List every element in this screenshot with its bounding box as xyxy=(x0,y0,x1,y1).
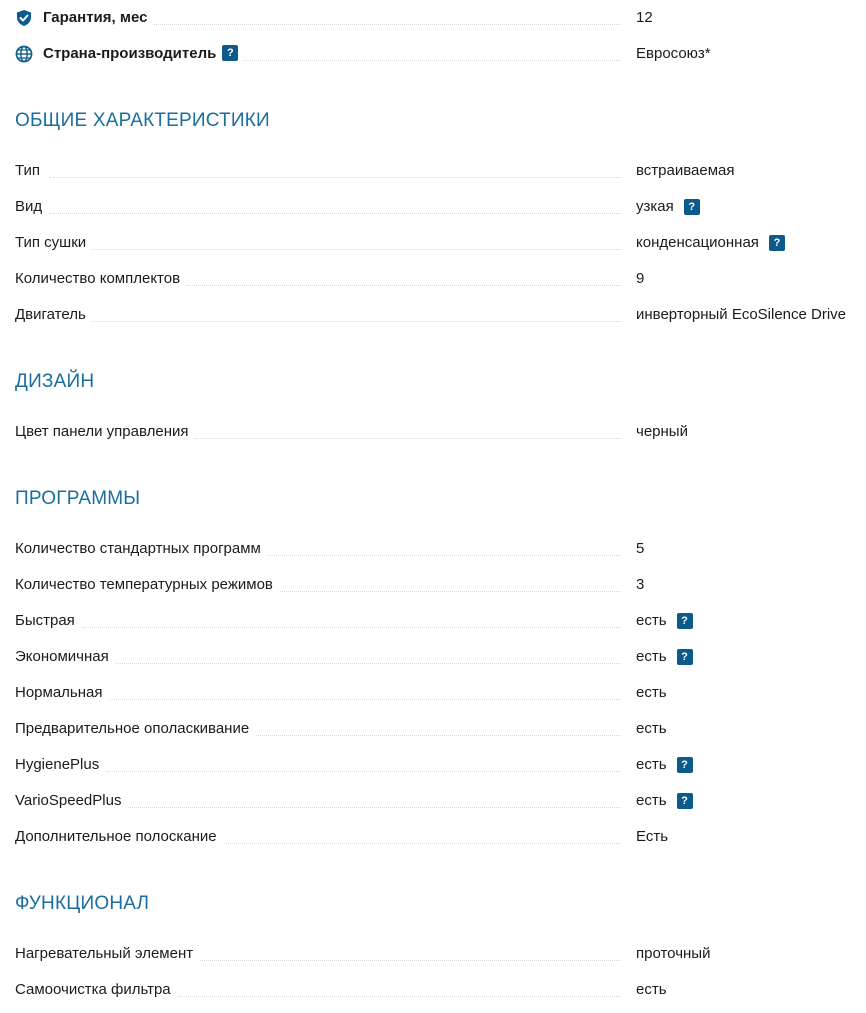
spec-value: 12 xyxy=(636,9,653,26)
spec-label: Цвет панели управления xyxy=(15,420,194,444)
spec-row xyxy=(15,231,866,255)
help-icon[interactable]: ? xyxy=(684,199,700,215)
spec-value: конденсационная ? xyxy=(636,231,785,255)
dotted-leader xyxy=(49,321,621,322)
spec-label: Страна-производитель ? xyxy=(15,42,244,66)
spec-label: Самоочистка фильтра xyxy=(15,978,177,1002)
spec-value: 9 xyxy=(636,270,645,287)
dotted-leader xyxy=(49,213,621,214)
spec-value: Есть xyxy=(636,828,669,845)
spec-row xyxy=(15,573,866,597)
spec-value: есть xyxy=(636,720,667,737)
spec-row xyxy=(15,609,866,633)
spec-value: есть xyxy=(636,981,667,998)
spec-value: Евросоюз* xyxy=(636,45,711,62)
spec-label: Дополнительное полоскание xyxy=(15,825,223,849)
spec-value: 3 xyxy=(636,576,645,593)
section-title-programs: ПРОГРАММЫ xyxy=(15,488,141,509)
dotted-leader xyxy=(49,807,621,808)
spec-row xyxy=(15,159,866,183)
spec-label: Предварительное ополаскивание xyxy=(15,717,255,741)
spec-row xyxy=(15,645,866,669)
spec-label: Гарантия, мес xyxy=(15,6,153,30)
spec-label: Тип сушки xyxy=(15,231,92,255)
dotted-leader xyxy=(49,663,621,664)
spec-row xyxy=(15,681,866,705)
spec-row xyxy=(15,195,866,219)
dotted-leader xyxy=(49,177,621,178)
spec-row xyxy=(15,753,866,777)
spec-row xyxy=(15,267,866,291)
help-icon[interactable]: ? xyxy=(677,757,693,773)
spec-row xyxy=(15,789,866,813)
spec-label: Вид xyxy=(15,195,48,219)
spec-label: Нормальная xyxy=(15,681,109,705)
spec-row xyxy=(15,303,866,327)
help-icon[interactable]: ? xyxy=(769,235,785,251)
globe-icon xyxy=(15,45,33,63)
spec-row xyxy=(15,537,866,561)
spec-label: Количество температурных режимов xyxy=(15,573,279,597)
help-icon[interactable]: ? xyxy=(677,649,693,665)
section-title-general: ОБЩИЕ ХАРАКТЕРИСТИКИ xyxy=(15,110,270,131)
spec-label: Количество стандартных программ xyxy=(15,537,267,561)
spec-row xyxy=(15,978,866,1002)
dotted-leader xyxy=(49,699,621,700)
spec-value: есть ? xyxy=(636,753,693,777)
spec-label: Тип xyxy=(15,159,46,183)
shield-check-icon xyxy=(15,9,33,27)
spec-value: встраиваемая xyxy=(636,162,735,179)
spec-row xyxy=(15,420,866,444)
spec-value: черный xyxy=(636,423,688,440)
spec-row xyxy=(15,717,866,741)
help-icon[interactable]: ? xyxy=(677,793,693,809)
spec-value: есть ? xyxy=(636,609,693,633)
spec-label: Нагревательный элемент xyxy=(15,942,199,966)
section-title-functions: ФУНКЦИОНАЛ xyxy=(15,893,150,914)
spec-value: есть ? xyxy=(636,645,693,669)
dotted-leader xyxy=(49,627,621,628)
spec-value: проточный xyxy=(636,945,711,962)
spec-row-warranty xyxy=(15,6,866,30)
help-icon[interactable]: ? xyxy=(222,45,238,61)
spec-label: Быстрая xyxy=(15,609,81,633)
dotted-leader xyxy=(49,249,621,250)
spec-label: HygienePlus xyxy=(15,753,105,777)
spec-label: Двигатель xyxy=(15,303,92,327)
spec-label: Количество комплектов xyxy=(15,267,186,291)
dotted-leader xyxy=(49,771,621,772)
spec-label: Экономичная xyxy=(15,645,115,669)
spec-value: инверторный EcoSilence Drive xyxy=(636,306,847,323)
spec-label: VarioSpeedPlus xyxy=(15,789,127,813)
spec-value: 5 xyxy=(636,540,645,557)
spec-row xyxy=(15,942,866,966)
spec-row-country xyxy=(15,42,866,66)
spec-value: есть xyxy=(636,684,667,701)
spec-row xyxy=(15,825,866,849)
help-icon[interactable]: ? xyxy=(677,613,693,629)
section-title-design: ДИЗАЙН xyxy=(15,371,95,392)
spec-value: узкая ? xyxy=(636,195,700,219)
spec-value: есть ? xyxy=(636,789,693,813)
